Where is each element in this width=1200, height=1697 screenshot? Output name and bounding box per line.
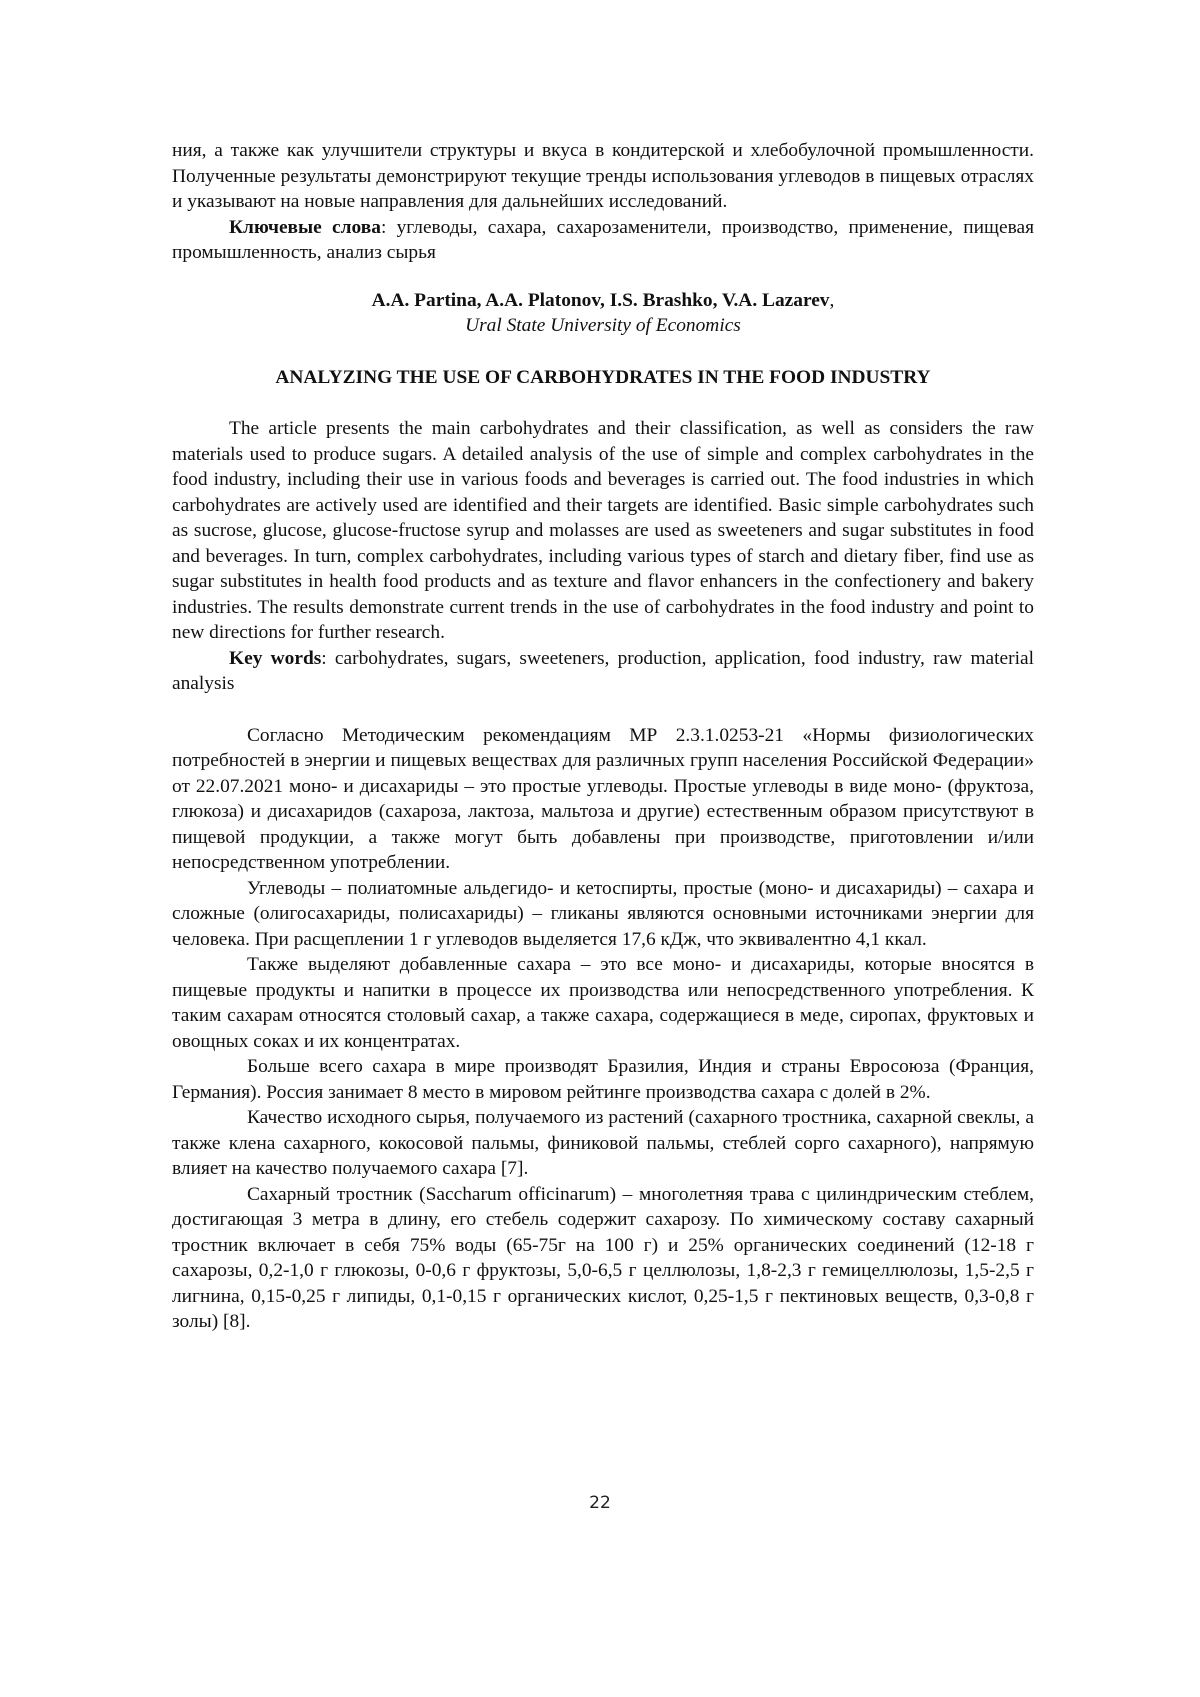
body-paragraph: Согласно Методическим рекомендациям МР 2.3.1.0253-21 «Нормы физиологических потребностей в энергии и пищевых веществах для различных групп населения Российской Федерации» от 22.07.2021 моно- и дисахариды – это простые углеводы. Простые углеводы в виде моно- (фруктоза, глюкоза) и дисахаридов (сахароза, лактоза, мальтоза и другие) естественным образом присутствуют в пищевой продукции, а также могут быть добавлены при производстве, приготовлении и/или непосредственном употреблении. [172,724,1034,873]
en-abstract: The article presents the main carbohydrates and their classification, as well as considers the raw materials used to produce sugars. A detailed analysis of the use of simple and complex carbohydrates in the food industry, including their use in various foods and beverages is carried out. The food industries in which carbohydrates are actively used are identified and their targets are identified. Basic simple carbohydrates such as sucrose, glucose, glucose-fructose syrup and molasses are used as sweeteners and sugar substitutes in food and beverages. In turn, complex carbohydrates, including various types of starch and dietary fiber, find use as sugar substitutes in health food products and as texture and flavor enhancers in the confectionery and bakery industries. The results demonstrate current trends in the use of carbohydrates in the food industry and point to new directions for further research. [172,418,1034,643]
en-article-title: ANALYZING THE USE OF CARBOHYDRATES IN THE FOOD INDUSTRY [275,366,931,388]
en-authors-suffix: , [829,289,835,311]
body-paragraph: Больше всего сахара в мире производят Бразилия, Индия и страны Евросоюза (Франция, Германия). Россия занимает 8 место в мировом рейтинге производства сахара с долей в 2%. [172,1056,1034,1103]
en-keywords [172,646,1034,697]
ru-keywords-label: Ключевые слова [229,216,381,238]
ru-keywords [172,215,1034,266]
ru-keywords-text: : углеводы, сахара, сахарозаменители, производство, применение, пищевая промышленность, анализ сырья [172,216,1034,263]
body-paragraph: Качество исходного сырья, получаемого из растений (сахарного тростника, сахарной свеклы, а также клена сахарного, кокосовой пальмы, финиковой пальмы, стеблей сорго сахарного), напрямую влияет на качество получаемого сахара [7]. [172,1107,1034,1179]
en-authors [172,288,1034,314]
en-authors-names: A.A. Partina, A.A. Platonov, I.S. Brashko, V.A. Lazarev [371,289,830,311]
en-keywords-label: Key words [229,647,322,669]
en-keywords-text: : carbohydrates, sugars, sweeteners, production, application, food industry, raw material analysis [172,647,1034,694]
page-number: 22 [589,1493,611,1513]
body-paragraph: Углеводы – полиатомные альдегидо- и кетоспирты, простые (моно- и дисахариды) – сахара и сложные (олигосахариды, полисахариды) – гликаны являются основными источниками энергии для человека. При расщеплении 1 г углеводов выделяется 17,6 кДж, что эквивалентно 4,1 ккал. [172,877,1034,950]
en-affiliation: Ural State University of Economics [465,315,741,336]
body-paragraph: Сахарный тростник (Saccharum officinarum) – многолетняя трава с цилиндрическим стеблем, достигающая 3 метра в длину, его стебель содержит сахарозу. По химическому составу сахарный тростник включает в себя 75% воды (65-75г на 100 г) и 25% органических соединений (12-18 г сахарозы, 0,2-1,0 г глюкозы, 0-0,6 г фруктозы, 5,0-6,5 г целлюлозы, 1,8-2,3 г гемицеллюлозы, 1,5-2,5 г лигнина, 0,15-0,25 г липиды, 0,1-0,15 г органических кислот, 0,25-1,5 г пектиновых веществ, 0,3-0,8 г золы) [8]. [172,1183,1034,1332]
page-content [172,138,1034,1335]
body-paragraph: Также выделяют добавленные сахара – это все моно- и дисахариды, которые вносятся в пищевые продукты и напитки в процессе их производства или непосредственного употребления. К таким сахарам относятся столовый сахар, а также сахара, содержащиеся в меде, сиропах, фруктовых и овощных соках и их концентратах. [172,954,1034,1052]
ru-abstract-tail: ния, а также как улучшители структуры и вкуса в кондитерской и хлебобулочной промышленности. Полученные результаты демонстрируют текущие тренды использования углеводов в пищевых отраслях и указывают на новые направления для дальнейших исследований. [172,140,1034,212]
